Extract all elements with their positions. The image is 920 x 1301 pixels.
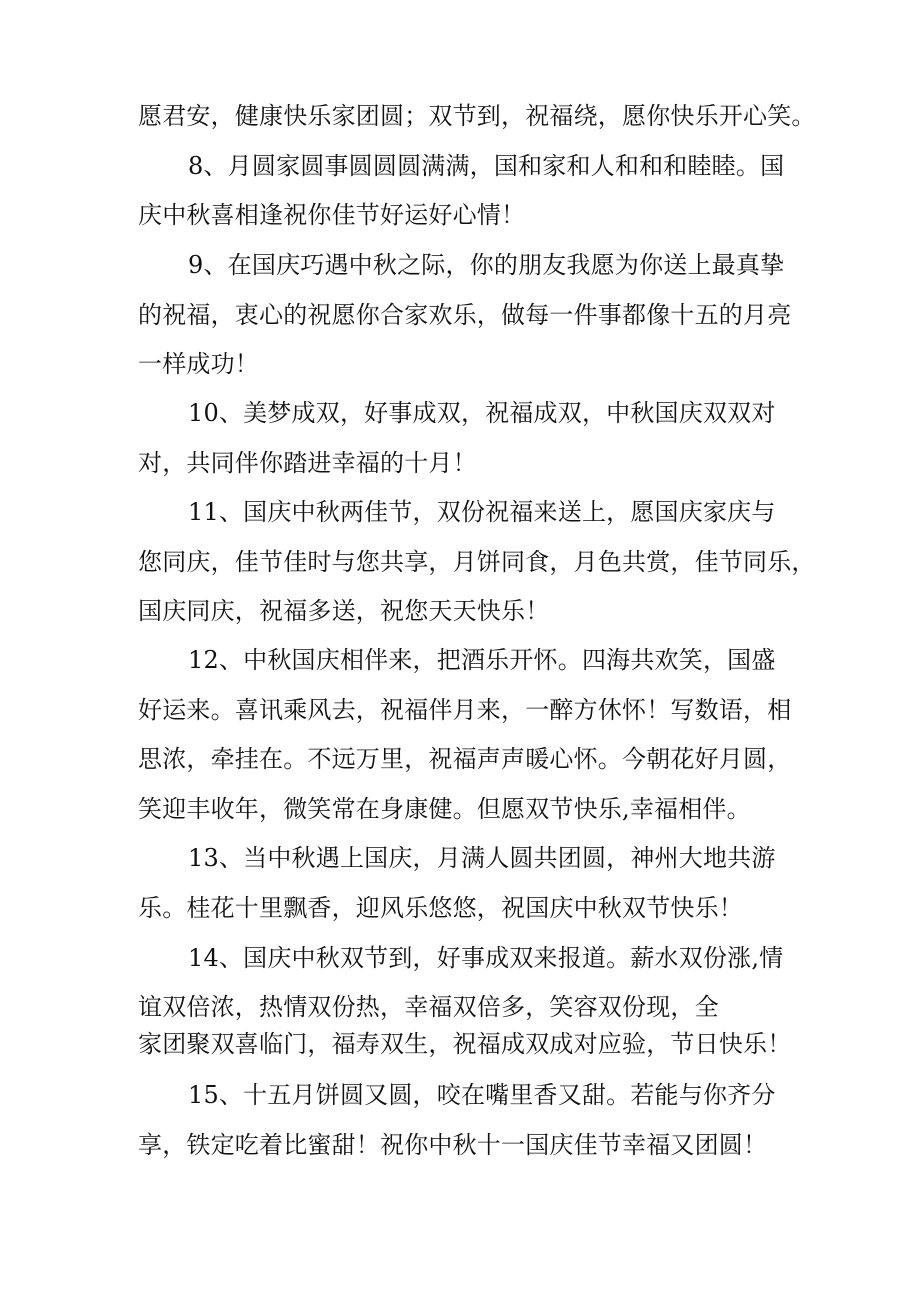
paragraph-line: 15、十五月饼圆又圆，咬在嘴里香又甜。若能与你齐分 [188, 1081, 776, 1109]
paragraph-line: 9、在国庆巧遇中秋之际，你的朋友我愿为你送上最真挚 [188, 251, 785, 279]
paragraph-line: 的祝福，衷心的祝愿你合家欢乐，做每一件事都像十五的月亮 [138, 301, 792, 329]
paragraph-line: 庆中秋喜相逢祝你佳节好运好心情！ [138, 201, 526, 229]
paragraph-line: 享，铁定吃着比蜜甜！祝你中秋十一国庆佳节幸福又团圆！ [138, 1131, 768, 1159]
paragraph-line: 13、当中秋遇上国庆，月满人圆共团圆，神州大地共游 [188, 844, 776, 872]
paragraph-line: 12、中秋国庆相伴来，把酒乐开怀。四海共欢笑，国盛 [188, 646, 776, 674]
paragraph-line: 10、美梦成双，好事成双，祝福成双，中秋国庆双双对 [188, 399, 776, 427]
paragraph-line: 11、国庆中秋两佳节，双份祝福来送上，愿国庆家庆与 [188, 498, 776, 526]
paragraph-line: 好运来。喜讯乘风去，祝福伴月来，一醉方休怀！写数语，相 [138, 696, 792, 724]
paragraph-line: 您同庆，佳节佳时与您共享，月饼同食，月色共赏，佳节同乐， [138, 548, 816, 576]
paragraph-line: 愿君安，健康快乐家团圆；双节到，祝福绕，愿你快乐开心笑。 [138, 102, 816, 130]
paragraph-line: 乐。桂花十里飘香，迎风乐悠悠，祝国庆中秋双节快乐！ [138, 894, 743, 922]
paragraph-line: 一样成功！ [138, 350, 259, 378]
paragraph-line: 8、月圆家圆事圆圆圆满满，国和家和人和和和睦睦。国 [188, 152, 785, 180]
paragraph-line: 对，共同伴你踏进幸福的十月！ [138, 449, 477, 477]
paragraph-line: 国庆同庆，祝福多送，祝您天天快乐！ [138, 597, 550, 625]
paragraph-line: 笑迎丰收年，微笑常在身康健。但愿双节快乐,幸福相伴。 [138, 795, 751, 823]
paragraph-line: 14、国庆中秋双节到，好事成双来报道。薪水双份涨,情 [188, 944, 784, 972]
paragraph-line: 谊双倍浓，热情双份热，幸福双倍多，笑容双份现，全 [138, 993, 719, 1021]
paragraph-line: 思浓，牵挂在。不远万里，祝福声声暖心怀。今朝花好月圆， [138, 745, 792, 773]
paragraph-line: 家团聚双喜临门，福寿双生，祝福成双成对应验，节日快乐！ [138, 1030, 792, 1058]
